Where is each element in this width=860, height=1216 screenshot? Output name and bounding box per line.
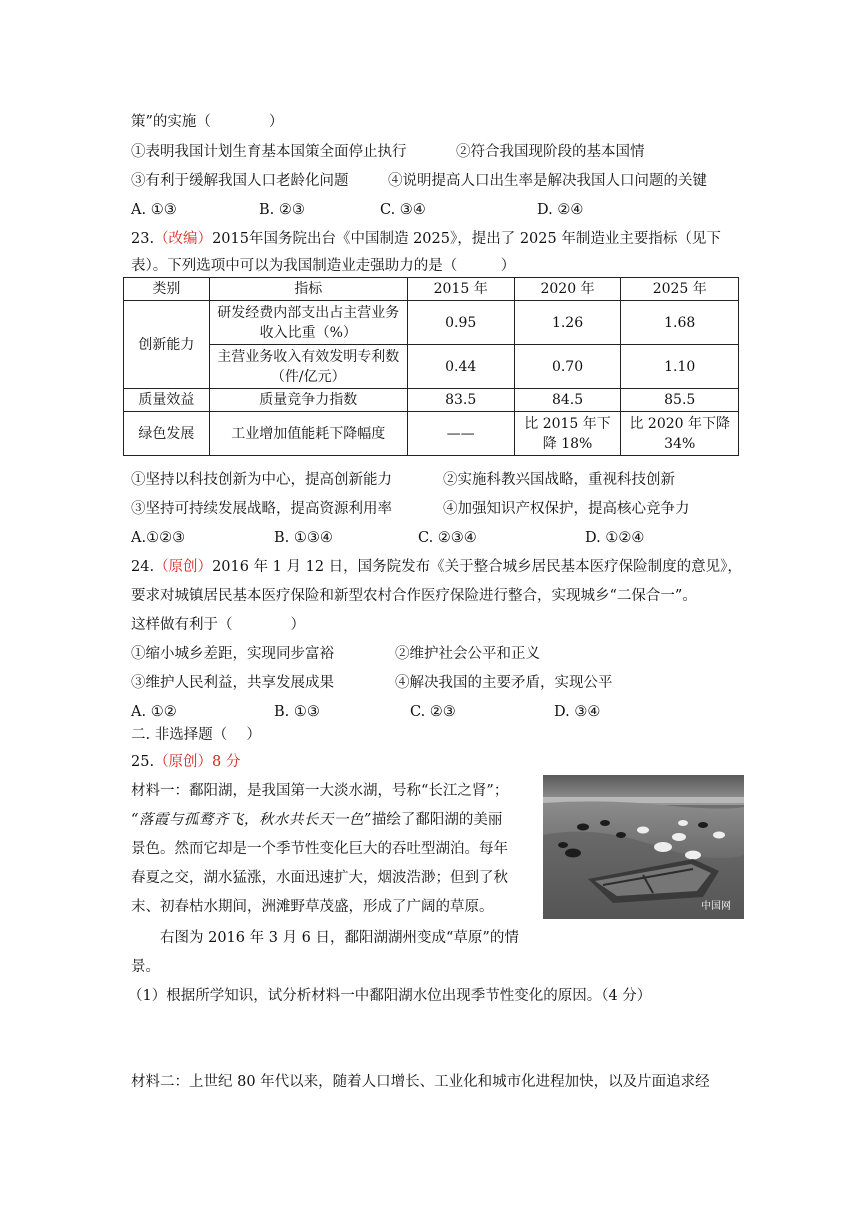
q25-material1-line-4: 春夏之交，湖水猛涨，水面迅速扩大，烟波浩渺；但到了秋 xyxy=(131,870,508,886)
q22-stem-tail: 策”的实施（ ） xyxy=(131,114,284,130)
q23-choice-b: B. ①③④ xyxy=(274,530,333,546)
table-row xyxy=(124,345,739,389)
q25-material1-line-6: 右图为 2016 年 3 月 6 日，鄱阳湖湖州变成“草原”的情 xyxy=(160,930,519,946)
q25-material1-line-2-rest: 描绘了鄱阳湖的美丽 xyxy=(371,812,503,828)
q22-choice-c: C. ③④ xyxy=(380,202,426,218)
table-cell-2015: 0.44 xyxy=(407,345,514,389)
q24-choice-b: B. ①③ xyxy=(274,704,320,720)
q23-option-1: ①坚持以科技创新为中心，提高创新能力 xyxy=(131,472,392,488)
photo-watermark: 中国网 xyxy=(701,901,731,912)
q25-material1-line-2 xyxy=(131,810,502,830)
table-cell-2020: 1.26 xyxy=(514,301,621,345)
q24-option-1: ①缩小城乡差距，实现同步富裕 xyxy=(131,646,334,662)
q23-choice-d: D. ①②④ xyxy=(585,530,645,546)
q23-number: 23. xyxy=(131,231,155,247)
q22-choice-a: A. ①③ xyxy=(131,202,177,218)
q24-choice-d: D. ③④ xyxy=(554,704,601,720)
table-header-indicator: 指标 xyxy=(209,278,407,301)
q25-subquestion-1: （1）根据所学知识，试分析材料一中鄱阳湖水位出现季节性变化的原因。（4 分） xyxy=(128,988,652,1004)
poyang-lake-photo-drawing xyxy=(543,775,744,919)
q24-option-4: ④解决我国的主要矛盾，实现公平 xyxy=(395,675,613,691)
q25-heading xyxy=(131,752,240,772)
indicator-table xyxy=(123,277,739,456)
table-cell-indicator: 研发经费内部支出占主营业务收入比重（%） xyxy=(209,301,407,345)
q22-option-2: ②符合我国现阶段的基本国情 xyxy=(456,144,645,160)
table-cell-2015: 0.95 xyxy=(407,301,514,345)
table-header-row xyxy=(124,278,739,301)
table-cell-2015: 83.5 xyxy=(407,389,514,412)
table-cell-2015: —— xyxy=(407,412,514,456)
q23-tag: （改编） xyxy=(154,231,213,247)
q25-material1-line-5: 末、初春枯水期间，洲滩野草茂盛，形成了广阔的草原。 xyxy=(131,899,494,915)
table-row xyxy=(124,412,739,456)
table-cell-category: 创新能力 xyxy=(124,301,210,389)
q23-stem-line-1 xyxy=(131,229,721,249)
q22-choice-d: D. ②④ xyxy=(537,202,584,218)
table-header-2015: 2015 年 xyxy=(407,278,514,301)
q23-stem-line-2: 表）。下列选项中可以为我国制造业走强助力的是（ ） xyxy=(131,258,516,274)
q23-choice-c: C. ②③④ xyxy=(418,530,477,546)
q25-material1-line-7: 景。 xyxy=(131,959,160,975)
table-row xyxy=(124,301,739,345)
q24-tag: （原创） xyxy=(154,559,213,575)
table-cell-2025: 1.68 xyxy=(621,301,739,345)
table-cell-2020: 84.5 xyxy=(514,389,621,412)
table-cell-category: 绿色发展 xyxy=(124,412,210,456)
q22-choice-b: B. ②③ xyxy=(259,202,305,218)
q24-stem-text: 2016 年 1 月 12 日，国务院发布《关于整合城乡居民基本医疗保险制度的意见》， xyxy=(212,559,742,575)
q24-option-3: ③维护人民利益，共享发展成果 xyxy=(131,675,334,691)
q24-stem-line-3: 这样做有利于（ ） xyxy=(131,617,305,633)
q24-stem-line-1 xyxy=(131,557,742,577)
q25-material1-line-1: 材料一：鄱阳湖，是我国第一大淡水湖，号称“长江之肾”； xyxy=(131,783,509,799)
table-cell-indicator: 主营业务收入有效发明专利数（件/亿元） xyxy=(209,345,407,389)
q23-option-2: ②实施科教兴国战略，重视科技创新 xyxy=(443,472,675,488)
table-header-2025: 2025 年 xyxy=(621,278,739,301)
q23-option-3: ③坚持可持续发展战略，提高资源利用率 xyxy=(131,501,392,517)
q25-material1-line-3: 景色。然而它却是一个季节性变化巨大的吞吐型湖泊。每年 xyxy=(131,841,508,857)
q23-choice-a: A.①②③ xyxy=(131,530,186,546)
table-header-category: 类别 xyxy=(124,278,210,301)
table-cell-2025: 85.5 xyxy=(621,389,739,412)
q24-number: 24. xyxy=(131,559,155,575)
q22-option-4: ④说明提高人口出生率是解决我国人口问题的关键 xyxy=(388,173,707,189)
q25-tag: （原创）8 分 xyxy=(154,754,241,770)
table-cell-2025: 比 2020 年下降 34% xyxy=(621,412,739,456)
poyang-lake-photo xyxy=(543,775,744,919)
q23-stem-text: 2015年国务院出台《中国制造 2025》，提出了 2025 年制造业主要指标（见下 xyxy=(212,231,721,247)
q24-option-2: ②维护社会公平和正义 xyxy=(395,646,540,662)
q23-option-4: ④加强知识产权保护，提高核心竞争力 xyxy=(443,501,690,517)
table-header-2020: 2020 年 xyxy=(514,278,621,301)
table-cell-2020: 0.70 xyxy=(514,345,621,389)
section-heading: 二. 非选择题（ ） xyxy=(131,727,261,743)
q24-stem-line-2: 要求对城镇居民基本医疗保险和新型农村合作医疗保险进行整合，实现城乡“二保合一”。 xyxy=(131,588,697,604)
q25-material2-line-1: 材料二：上世纪 80 年代以来，随着人口增长、工业化和城市化进程加快，以及片面追求经 xyxy=(131,1074,710,1090)
q24-choice-c: C. ②③ xyxy=(410,704,456,720)
table-row xyxy=(124,389,739,412)
q22-option-1: ①表明我国计划生育基本国策全面停止执行 xyxy=(131,144,407,160)
table-cell-2020: 比 2015 年下降 18% xyxy=(514,412,621,456)
table-cell-indicator: 质量竞争力指数 xyxy=(209,389,407,412)
table-cell-2025: 1.10 xyxy=(621,345,739,389)
table-cell-category: 质量效益 xyxy=(124,389,210,412)
q24-choice-a: A. ①② xyxy=(131,704,177,720)
q22-option-3: ③有利于缓解我国人口老龄化问题 xyxy=(131,173,349,189)
table-cell-indicator: 工业增加值能耗下降幅度 xyxy=(209,412,407,456)
q25-poem-quote: “落霞与孤鹜齐飞，秋水共长天一色” xyxy=(131,812,372,828)
q25-number: 25. xyxy=(131,754,155,770)
